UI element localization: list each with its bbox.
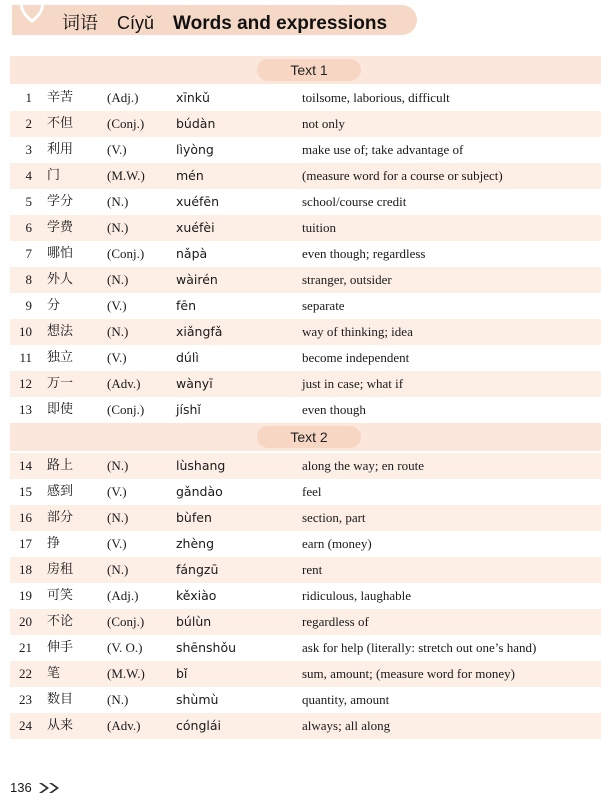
item-number: 11 [19,350,32,365]
english-definition: even though [302,402,366,417]
list-item [10,583,601,609]
part-of-speech: (Adj.) [107,588,139,603]
list-item [10,371,601,397]
part-of-speech: (N.) [107,458,129,473]
item-number: 9 [25,298,32,313]
pinyin: kěxiào [176,588,217,603]
list-item [10,453,601,479]
item-number: 23 [19,692,32,707]
chinese-word: 数目 [47,692,74,707]
pinyin: bǐ [176,666,188,681]
chinese-word: 部分 [47,510,74,525]
pinyin: xiǎngfǎ [176,324,223,339]
item-number: 21 [19,640,32,655]
chinese-word: 辛苦 [47,90,74,105]
pinyin: xuéfèi [176,220,215,235]
section-header [12,5,417,35]
english-definition: stranger, outsider [302,272,392,287]
pinyin: shùmù [176,692,219,707]
english-definition: school/course credit [302,194,407,209]
english-definition: feel [302,484,322,499]
part-of-speech: (V.) [107,536,127,551]
pinyin: cónglái [176,718,221,733]
pinyin: nǎpà [176,246,208,261]
chinese-word: 感到 [47,484,74,499]
chinese-word: 利用 [47,142,74,157]
chinese-word: 想法 [47,324,74,339]
pinyin: búlùn [176,614,212,629]
heart-tag-icon [12,5,52,31]
english-definition: ridiculous, laughable [302,588,412,603]
list-item [10,163,601,189]
list-item [10,241,601,267]
chinese-word: 不论 [47,614,74,629]
list-item [10,609,601,635]
part-of-speech: (Adv.) [107,718,141,733]
item-number: 3 [25,142,32,157]
pinyin: gǎndào [176,484,223,499]
english-definition: way of thinking; idea [302,324,413,339]
part-of-speech: (Conj.) [107,402,145,417]
pinyin: fángzū [176,562,219,577]
chinese-word: 外人 [47,272,74,287]
chinese-word: 即使 [47,402,74,417]
item-number: 19 [19,588,32,603]
chinese-word: 学费 [47,220,74,235]
item-number: 7 [25,246,32,261]
pinyin: dúlì [176,350,199,365]
english-definition: always; all along [302,718,391,733]
pinyin: jíshǐ [176,402,201,417]
list-item [10,687,601,713]
title-english: Words and expressions [173,13,388,34]
list-item [10,137,601,163]
list-item [10,557,601,583]
part-of-speech: (M.W.) [107,666,145,681]
item-number: 18 [19,562,32,577]
chinese-word: 可笑 [47,588,74,603]
english-definition: rent [302,562,323,577]
list-item [10,111,601,137]
pinyin: bùfen [176,510,212,525]
section-label: Text 1 [257,59,361,81]
part-of-speech: (N.) [107,510,129,525]
part-of-speech: (V.) [107,142,127,157]
item-number: 17 [19,536,32,551]
english-definition: toilsome, laborious, difficult [302,90,450,105]
list-item [10,345,601,371]
chinese-word: 不但 [47,116,74,131]
list-item [10,505,601,531]
item-number: 15 [19,484,32,499]
english-definition: not only [302,116,345,131]
page-title [62,9,387,35]
english-definition: along the way; en route [302,458,425,473]
english-definition: ask for help (literally: stretch out one’s hand) [302,640,537,655]
english-definition: regardless of [302,614,369,629]
list-item [10,397,601,423]
list-item [10,479,601,505]
item-number: 10 [19,324,32,339]
english-definition: even though; regardless [302,246,426,261]
part-of-speech: (N.) [107,692,129,707]
pinyin: wàirén [176,272,218,287]
chinese-word: 独立 [47,350,74,365]
english-definition: become independent [302,350,410,365]
chinese-word: 从来 [47,718,74,733]
list-item [10,713,601,739]
chinese-word: 哪怕 [47,246,74,261]
pinyin: shēnshǒu [176,640,237,655]
english-definition: earn (money) [302,536,372,551]
part-of-speech: (V. O.) [107,640,143,655]
english-definition: section, part [302,510,366,525]
pinyin: lìyòng [176,142,214,157]
list-item [10,293,601,319]
list-item [10,189,601,215]
list-item [10,85,601,111]
pinyin: mén [176,168,204,183]
part-of-speech: (N.) [107,194,129,209]
title-pinyin: Cíyǔ [117,13,155,33]
chinese-word: 挣 [47,536,61,551]
english-definition: make use of; take advantage of [302,142,464,157]
section-bar-text2 [10,423,601,451]
part-of-speech: (M.W.) [107,168,145,183]
chinese-word: 伸手 [47,640,74,655]
item-number: 14 [19,458,32,473]
english-definition: separate [302,298,345,313]
chinese-word: 房租 [47,562,74,577]
english-definition: tuition [302,220,336,235]
pinyin: lùshang [176,458,226,473]
chinese-word: 万一 [47,376,74,391]
english-definition: just in case; what if [302,376,404,391]
section-label: Text 2 [257,426,361,448]
chinese-word: 笔 [47,666,61,681]
item-number: 4 [25,168,32,183]
chinese-word: 学分 [47,194,74,209]
pinyin: xuéfēn [176,194,220,209]
part-of-speech: (V.) [107,298,127,313]
list-item [10,635,601,661]
section-bar-text1 [10,56,601,84]
list-item [10,661,601,687]
item-number: 20 [19,614,32,629]
pinyin: xīnkǔ [176,90,210,105]
item-number: 24 [19,718,32,733]
english-definition: (measure word for a course or subject) [302,168,503,183]
double-chevron-icon [38,782,62,794]
list-item [10,215,601,241]
english-definition: sum, amount; (measure word for money) [302,666,516,681]
list-item [10,267,601,293]
pinyin: fēn [176,298,197,313]
english-definition: quantity, amount [302,692,390,707]
list-item [10,531,601,557]
item-number: 22 [19,666,32,681]
list-item [10,319,601,345]
pinyin: búdàn [176,116,216,131]
page-footer [10,780,32,795]
part-of-speech: (V.) [107,484,127,499]
item-number: 12 [19,376,32,391]
part-of-speech: (N.) [107,272,129,287]
part-of-speech: (Conj.) [107,116,145,131]
part-of-speech: (Adj.) [107,90,139,105]
item-number: 1 [25,90,32,105]
part-of-speech: (Conj.) [107,246,145,261]
item-number: 16 [19,510,32,525]
part-of-speech: (Conj.) [107,614,145,629]
item-number: 2 [25,116,32,131]
part-of-speech: (N.) [107,324,129,339]
part-of-speech: (N.) [107,562,129,577]
chinese-word: 分 [47,298,61,313]
part-of-speech: (N.) [107,220,129,235]
item-number: 13 [19,402,32,417]
pinyin: zhèng [176,536,215,551]
item-number: 6 [25,220,32,235]
part-of-speech: (V.) [107,350,127,365]
page-number: 136 [10,780,32,795]
chinese-word: 路上 [47,458,74,473]
title-chinese: 词语 [62,13,98,34]
item-number: 8 [25,272,32,287]
part-of-speech: (Adv.) [107,376,141,391]
item-number: 5 [25,194,32,209]
chinese-word: 门 [47,168,61,183]
pinyin: wànyī [176,376,213,391]
